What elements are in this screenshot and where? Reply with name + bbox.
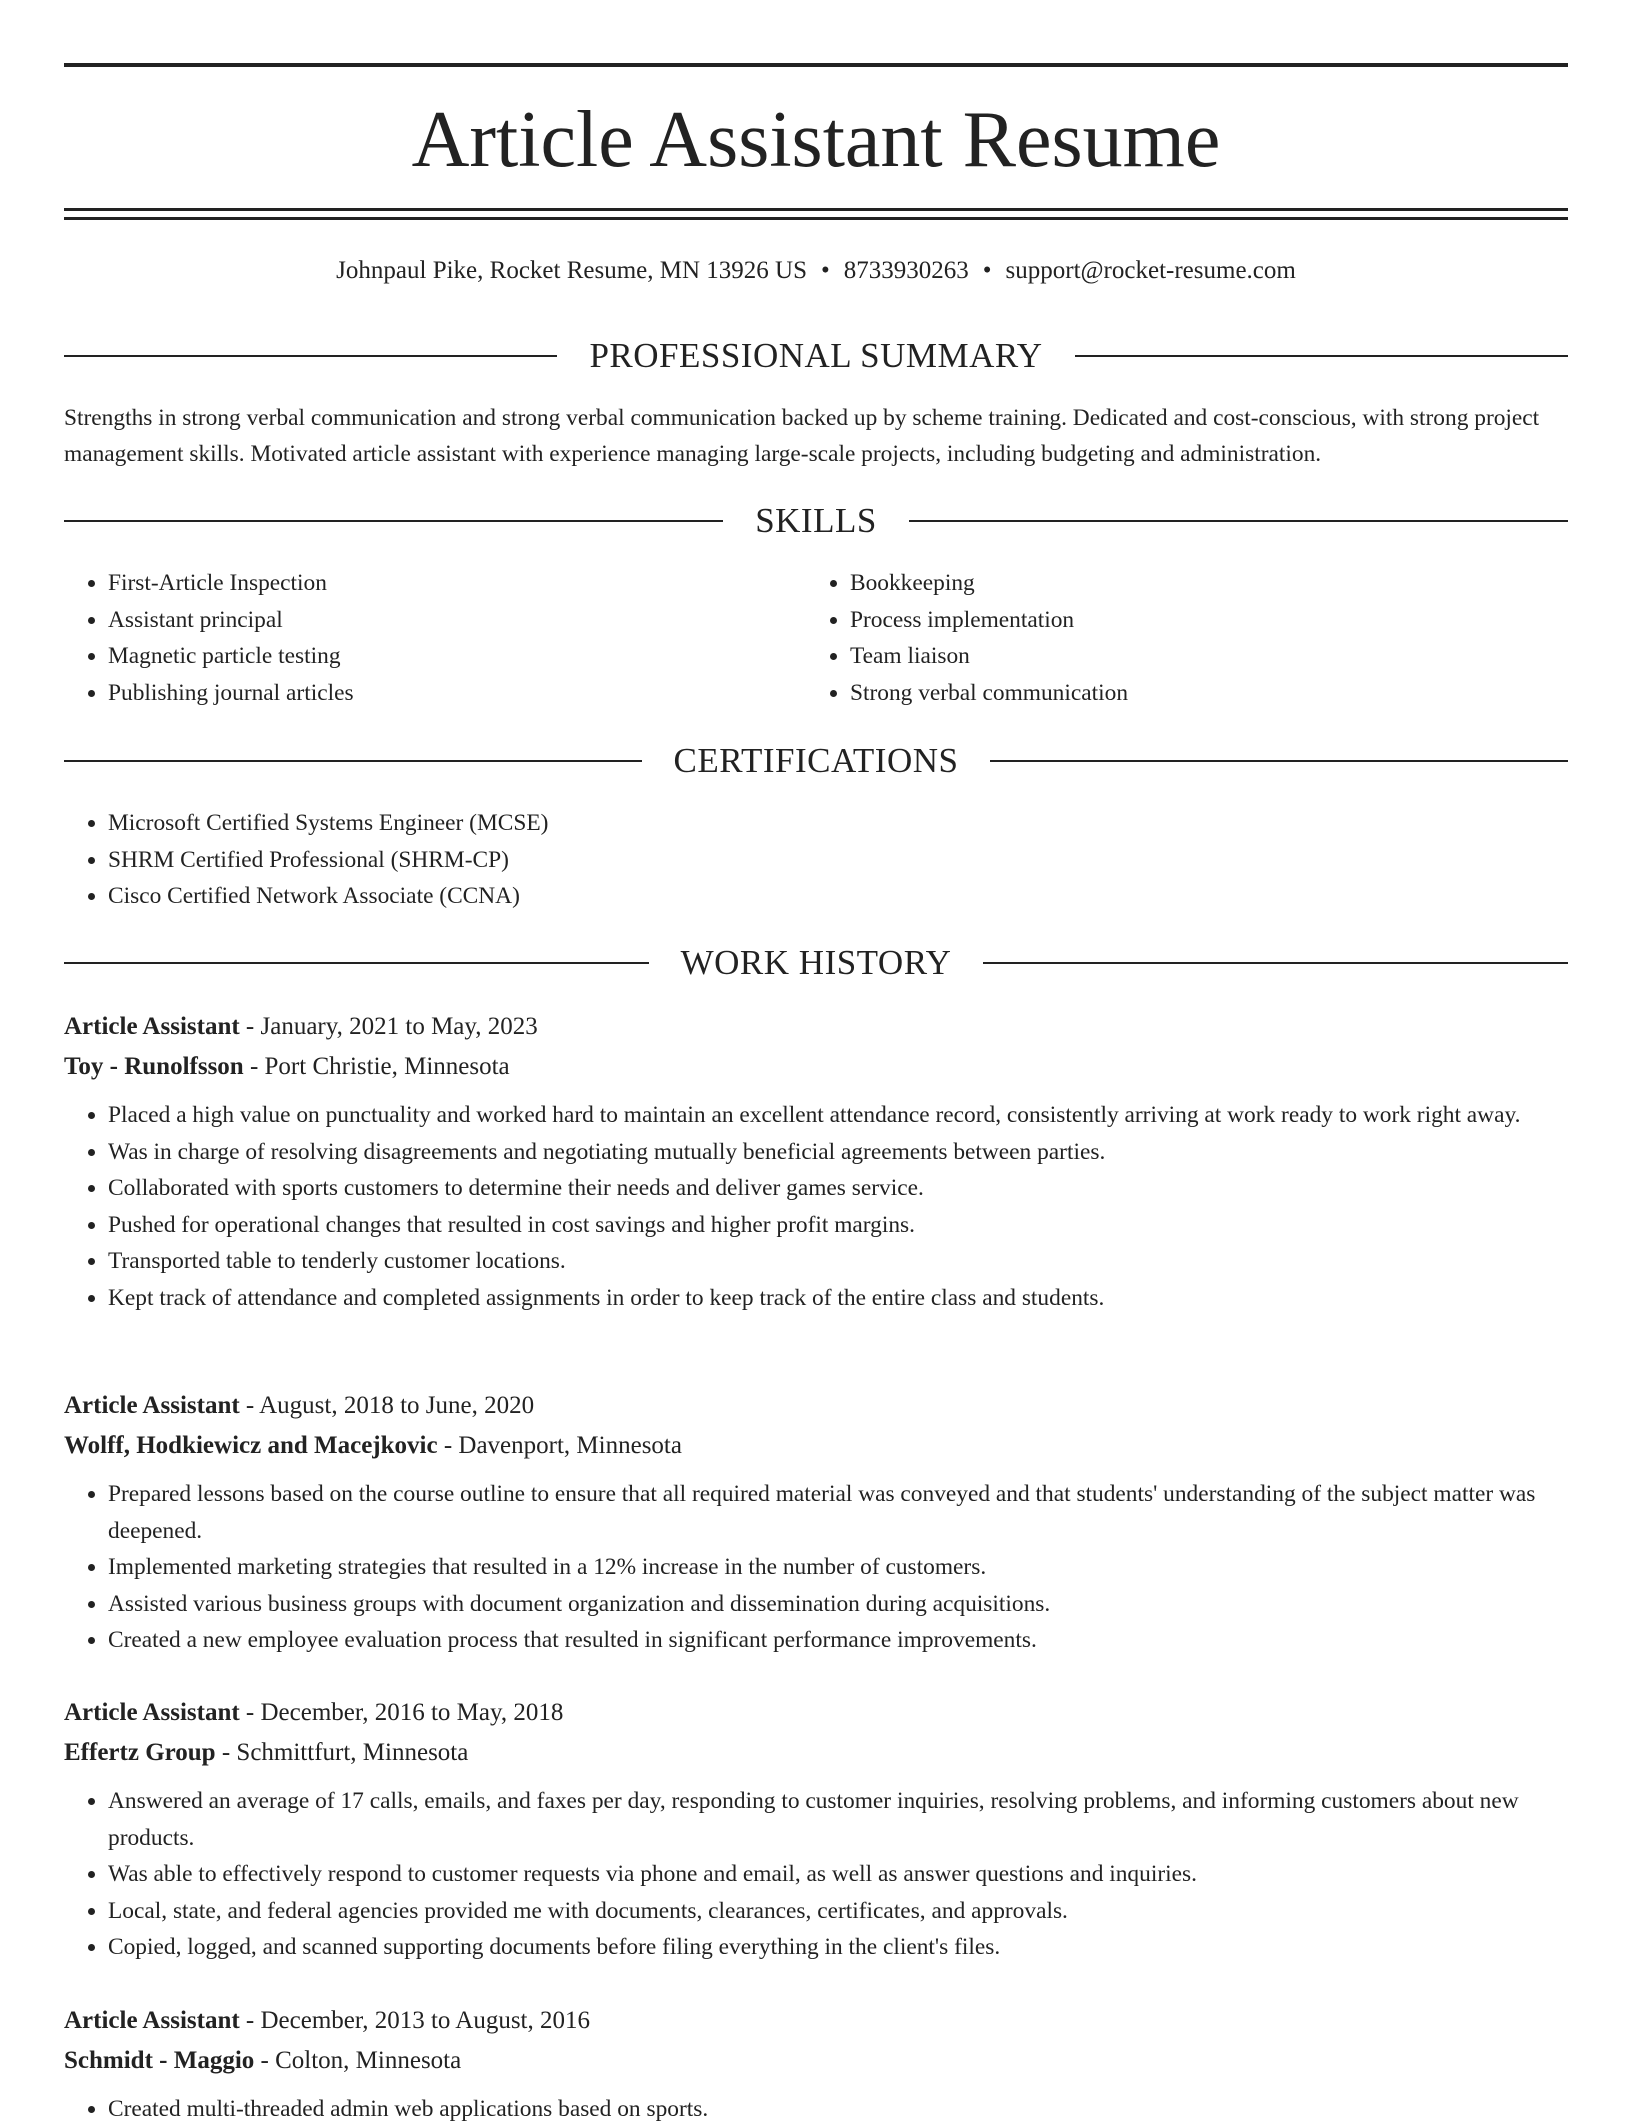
title-double-rule (64, 208, 1568, 220)
job-entry (64, 1386, 1568, 1659)
job-bullets (64, 1476, 1568, 1659)
section-heading-certifications (64, 739, 1568, 783)
job-bullet: • Created multi-threaded admin web applications based on sports. (108, 2091, 1568, 2128)
skill-item: • Assistant principal (108, 602, 806, 639)
contact-line (64, 254, 1568, 288)
job-bullet: • Answered an average of 17 calls, emails, and faxes per day, responding to customer inquiries, resolving problems, and informing customers about new products. (108, 1783, 1568, 1856)
job-company: Schmidt - Maggio (64, 2047, 255, 2074)
job-title: Article Assistant (64, 1392, 240, 1419)
contact-address: Johnpaul Pike, Rocket Resume, MN 13926 US (336, 257, 807, 284)
job-bullet: • Local, state, and federal agencies provided me with documents, clearances, certificates, and approvals. (108, 1893, 1568, 1930)
skill-item: • First-Article Inspection (108, 565, 806, 602)
skill-item: • Strong verbal communication (850, 675, 1548, 712)
skills-column-left (64, 565, 806, 711)
job-title-line (64, 1007, 1568, 1047)
job-dates: - December, 2013 to August, 2016 (239, 2007, 591, 2034)
job-company: Wolff, Hodkiewicz and Macejkovic (64, 1432, 438, 1459)
job-bullet: • Was able to effectively respond to customer requests via phone and email, as well as answer questions and inquiries. (108, 1856, 1568, 1893)
certification-item: • Microsoft Certified Systems Engineer (MCSE) (108, 805, 1568, 842)
top-rule (64, 63, 1568, 67)
section-rule (990, 760, 1568, 762)
section-heading-work-history (64, 941, 1568, 985)
job-company-line (64, 2041, 1568, 2081)
certification-item: • SHRM Certified Professional (SHRM-CP) (108, 842, 1568, 879)
summary-text: Strengths in strong verbal communication and strong verbal communication backed up by scheme training. Dedicated and cost-conscious, with strong project management skills. Motivated article assistant with experience managing large-scale projects, including budgeting and administration. (64, 405, 1540, 467)
contact-email: support@rocket-resume.com (1005, 257, 1296, 284)
contact-separator: • (982, 257, 992, 284)
section-rule (64, 355, 557, 357)
job-dates: - December, 2016 to May, 2018 (239, 1699, 564, 1726)
job-location: - Davenport, Minnesota (437, 1432, 682, 1459)
job-company-line (64, 1426, 1568, 1466)
contact-phone: 8733930263 (843, 257, 969, 284)
job-title-line (64, 2001, 1568, 2041)
job-title: Article Assistant (64, 1013, 240, 1040)
job-bullet: • Was in charge of resolving disagreements and negotiating mutually beneficial agreements between parties. (108, 1134, 1568, 1171)
skill-item: • Team liaison (850, 638, 1548, 675)
job-bullets (64, 2091, 1568, 2128)
skills-column-right (806, 565, 1548, 711)
job-bullets (64, 1097, 1568, 1316)
skill-item: • Publishing journal articles (108, 675, 806, 712)
section-rule (64, 520, 723, 522)
contact-separator: • (821, 257, 830, 284)
section-rule (64, 760, 642, 762)
section-rule (983, 962, 1568, 964)
section-rule (64, 962, 649, 964)
certifications-list (64, 805, 1568, 915)
job-title-line (64, 1386, 1568, 1426)
job-bullet: • Collaborated with sports customers to determine their needs and deliver games service. (108, 1170, 1568, 1207)
section-label: SKILLS (755, 501, 877, 540)
job-dates: - January, 2021 to May, 2023 (239, 1013, 538, 1040)
job-bullet: • Placed a high value on punctuality and worked hard to maintain an excellent attendance record, consistently arriving at work ready to work right away. (108, 1097, 1568, 1134)
job-company: Toy - Runolfsson (64, 1053, 244, 1080)
job-bullet: • Copied, logged, and scanned supporting documents before filing everything in the client's files. (108, 1929, 1568, 1966)
certification-item: • Cisco Certified Network Associate (CCNA) (108, 878, 1568, 915)
section-label: PROFESSIONAL SUMMARY (589, 336, 1043, 375)
section-label: CERTIFICATIONS (673, 741, 959, 780)
section-heading-skills (64, 499, 1568, 543)
job-entry (64, 2001, 1568, 2128)
job-bullet: • Pushed for operational changes that resulted in cost savings and higher profit margins. (108, 1207, 1568, 1244)
job-title: Article Assistant (64, 2007, 240, 2034)
job-title: Article Assistant (64, 1699, 240, 1726)
skills-list (64, 565, 1568, 711)
skill-item: • Magnetic particle testing (108, 638, 806, 675)
job-company: Effertz Group (64, 1739, 216, 1766)
job-location: - Colton, Minnesota (254, 2047, 462, 2074)
job-bullet: • Prepared lessons based on the course outline to ensure that all required material was conveyed and that students' understanding of the subject matter was deepened. (108, 1476, 1568, 1549)
section-heading-summary (64, 334, 1568, 378)
job-bullet: • Transported table to tenderly customer locations. (108, 1243, 1568, 1280)
job-entry (64, 1693, 1568, 1966)
section-label: WORK HISTORY (680, 943, 952, 982)
job-bullet: • Created a new employee evaluation process that resulted in significant performance improvements. (108, 1622, 1568, 1659)
job-bullet: • Kept track of attendance and completed assignments in order to keep track of the entire class and students. (108, 1280, 1568, 1317)
job-bullet: • Implemented marketing strategies that resulted in a 12% increase in the number of customers. (108, 1549, 1568, 1586)
job-location: - Schmittfurt, Minnesota (215, 1739, 469, 1766)
skill-item: • Process implementation (850, 602, 1548, 639)
job-title-line (64, 1693, 1568, 1733)
page-title: Article Assistant Resume (411, 96, 1221, 184)
job-bullets (64, 1783, 1568, 1966)
job-entry (64, 1007, 1568, 1316)
section-rule (1075, 355, 1568, 357)
job-bullet: • Assisted various business groups with document organization and dissemination during acquisitions. (108, 1586, 1568, 1623)
job-location: - Port Christie, Minnesota (243, 1053, 510, 1080)
job-company-line (64, 1733, 1568, 1773)
job-dates: - August, 2018 to June, 2020 (239, 1392, 535, 1419)
skill-item: • Bookkeeping (850, 565, 1548, 602)
section-rule (909, 520, 1568, 522)
job-company-line (64, 1047, 1568, 1087)
